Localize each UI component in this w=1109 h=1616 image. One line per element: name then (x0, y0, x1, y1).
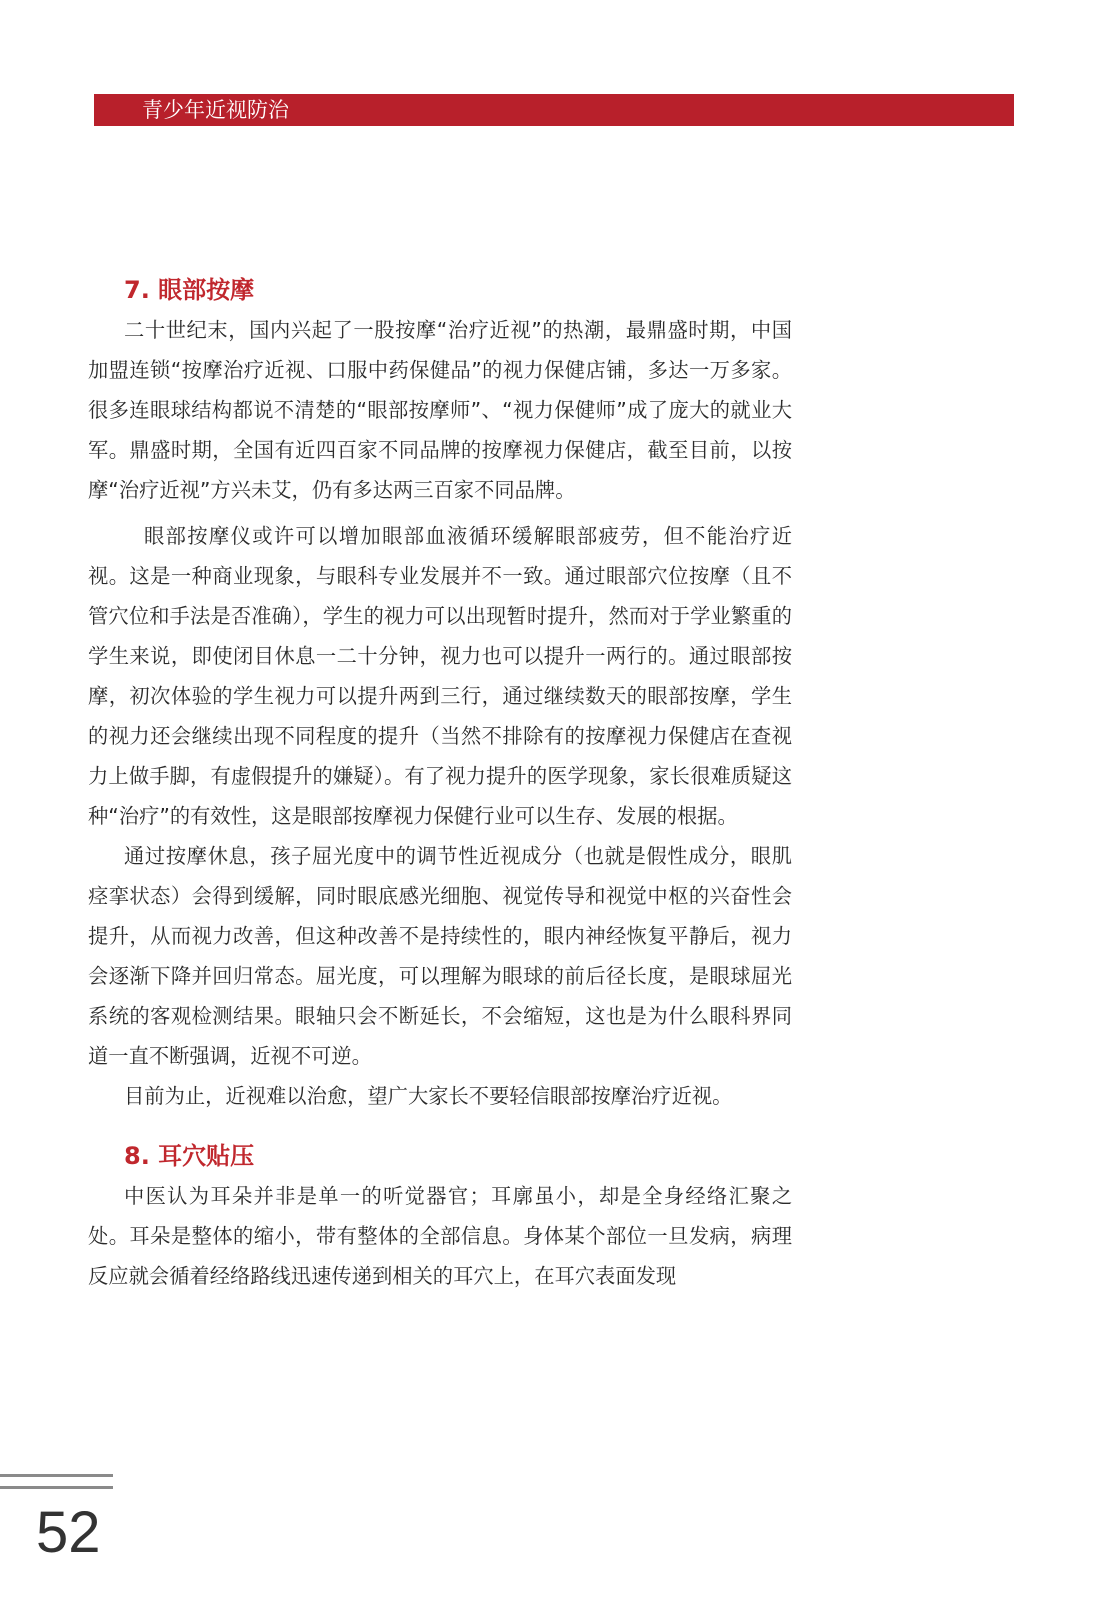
running-header-title: 青少年近视防治 (142, 98, 289, 122)
section-ear-acupressure (88, 1138, 792, 1296)
body-paragraph: 目前为止，近视难以治愈，望广大家长不要轻信眼部按摩治疗近视。 (124, 1084, 733, 1108)
running-header-bar (94, 94, 1014, 126)
footer-rule-top (0, 1474, 113, 1477)
section-eye-massage (88, 272, 792, 1116)
page-number: 52 (36, 1500, 101, 1565)
body-paragraph: 中医认为耳朵并非是单一的听觉器官；耳廓虽小，却是全身经络汇聚之处。耳朵是整体的缩小，带有整体的全部信息。身体某个部位一旦发病，病理反应就会循着经络路线迅速传递到相关的耳穴上，在耳穴表面发现 (88, 1184, 792, 1288)
page-body (88, 272, 792, 1296)
section-heading: 8. 耳穴贴压 (124, 1142, 255, 1170)
footer-rule-bottom (0, 1486, 113, 1489)
body-paragraph: 二十世纪末，国内兴起了一股按摩“治疗近视”的热潮，最鼎盛时期，中国加盟连锁“按摩治疗近视、口服中药保健品”的视力保健店铺，多达一万多家。很多连眼球结构都说不清楚的“眼部按摩师”、“视力保健师”成了庞大的就业大军。鼎盛时期，全国有近四百家不同品牌的按摩视力保健店，截至目前，以按摩“治疗近视”方兴未艾，仍有多达两三百家不同品牌。 (88, 318, 792, 502)
body-paragraph: 通过按摩休息，孩子屈光度中的调节性近视成分（也就是假性成分，眼肌痉挛状态）会得到缓解，同时眼底感光细胞、视觉传导和视觉中枢的兴奋性会提升，从而视力改善，但这种改善不是持续性的，眼内神经恢复平静后，视力会逐渐下降并回归常态。屈光度，可以理解为眼球的前后径长度，是眼球屈光系统的客观检测结果。眼轴只会不断延长，不会缩短，这也是为什么眼科界同道一直不断强调，近视不可逆。 (88, 844, 792, 1068)
body-paragraph: 眼部按摩仪或许可以增加眼部血液循环缓解眼部疲劳，但不能治疗近视。这是一种商业现象，与眼科专业发展并不一致。通过眼部穴位按摩（且不管穴位和手法是否准确），学生的视力可以出现暂时提升，然而对于学业繁重的学生来说，即使闭目休息一二十分钟，视力也可以提升一两行的。通过眼部按摩，初次体验的学生视力可以提升两到三行，通过继续数天的眼部按摩，学生的视力还会继续出现不同程度的提升（当然不排除有的按摩视力保健店在查视力上做手脚，有虚假提升的嫌疑）。有了视力提升的医学现象，家长很难质疑这种“治疗”的有效性，这是眼部按摩视力保健行业可以生存、发展的根据。 (88, 524, 792, 828)
section-heading: 7. 眼部按摩 (124, 276, 255, 304)
